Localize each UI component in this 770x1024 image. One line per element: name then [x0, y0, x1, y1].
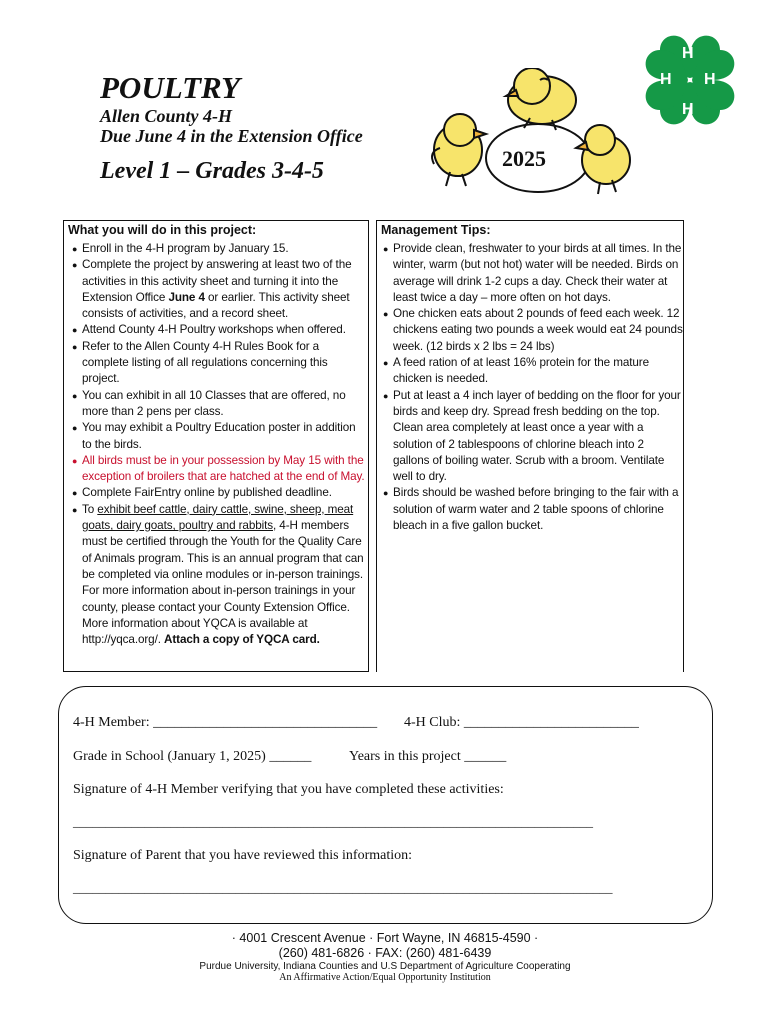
svg-text:H: H	[704, 71, 716, 88]
footer-eeo: An Affirmative Action/Equal Opportunity Institution	[279, 972, 491, 983]
member-field[interactable]: 4-H Member: ________________________________	[73, 715, 378, 730]
chicks-illustration	[420, 68, 638, 196]
svg-text:H: H	[682, 101, 694, 118]
activities-list	[64, 241, 368, 648]
level-heading: Level 1 – Grades 3-4-5	[100, 158, 324, 184]
year-label: 2025	[502, 146, 546, 171]
list-item: ● To exhibit beef cattle, dairy cattle, swine, sheep, meat goats, dairy goats, poultry and rabbits, 4-H members must be certified through the Youth for the Quality Care of Animals program. This is an annual program that can be completed via online modules or in-person trainings. For more information about in-person trainings in your county, please contact your County Extension Office. More information about YQCA is available at http://yqca.org/. Attach a copy of YQCA card.	[72, 502, 368, 649]
footer-address: · 4001 Crescent Avenue · Fort Wayne, IN 46815-4590 ·	[231, 931, 539, 945]
management-tips-heading: Management Tips:	[381, 223, 491, 237]
years-field[interactable]: Years in this project ______	[349, 749, 507, 764]
member-signature-label: Signature of 4-H Member verifying that you have completed these activities:	[73, 782, 504, 797]
page-title: POULTRY	[100, 70, 241, 105]
activities-box	[63, 220, 369, 672]
due-date: Due June 4 in the Extension Office	[100, 126, 363, 146]
footer-phone: (260) 481-6826 · FAX: (260) 481-6439	[278, 946, 492, 960]
management-tips-box	[376, 220, 684, 672]
county-name: Allen County 4-H	[100, 106, 233, 126]
list-item: ● Birds should be washed before bringing to the fair with a solution of warm water and 2 table spoons of chlorine bleach in a five gallon bucket.	[383, 485, 683, 534]
footer-purdue: Purdue University, Indiana Counties and U.S Department of Agriculture Cooperating	[199, 961, 571, 972]
list-item: ● Put at least a 4 inch layer of bedding on the floor for your birds and keep dry. Spread fresh bedding on the top. Clean area completely at least once a year with a solution of 2 tablespoons of chlorine bleach into 2 gallons of boiling water. Scrub with a broom. Ventilate well to dry.	[383, 388, 683, 486]
list-item-alert: ● All birds must be in your possession by May 15 with the exception of broilers that are hatched at the end of May.	[72, 453, 368, 486]
club-field[interactable]: 4-H Club: _________________________	[404, 715, 639, 730]
grade-field[interactable]: Grade in School (January 1, 2025) ______	[73, 749, 312, 764]
list-item: ● Refer to the Allen County 4-H Rules Book for a complete listing of all regulations concerning this project.	[72, 339, 368, 388]
activities-heading: What you will do in this project:	[68, 223, 257, 237]
management-tips-list	[377, 241, 683, 534]
list-item: ● Provide clean, freshwater to your birds at all times. In the winter, warm (but not hot) water will be needed. Birds on average will drink 1-2 cups a day. Check their water at least twice a day – more often on hot days.	[383, 241, 683, 306]
list-item: ● Attend County 4-H Poultry workshops when offered.	[72, 322, 368, 338]
list-item: ● One chicken eats about 2 pounds of feed each week. 12 chickens eating two pounds a week would eat 24 pounds week. (12 birds x 2 lbs = 24 lbs)	[383, 306, 683, 355]
list-item: ● Complete FairEntry online by published deadline.	[72, 485, 368, 501]
list-item: ● You can exhibit in all 10 Classes that are offered, no more than 2 pens per class.	[72, 388, 368, 421]
parent-signature-label: Signature of Parent that you have reviewed this information:	[73, 848, 413, 863]
svg-text:H: H	[682, 45, 694, 62]
svg-text:H: H	[660, 71, 672, 88]
4-h-clover-icon	[638, 28, 742, 132]
list-item: ● A feed ration of at least 16% protein for the mature chicken is needed.	[383, 355, 683, 388]
parent-signature-line[interactable]: ___________________________________________________________________________________	[73, 880, 613, 895]
list-item: ● Complete the project by answering at least two of the activities in this activity sheet and turning it into the Extension Office June 4 or earlier. This activity sheet consists of activities, and a record sheet.	[72, 257, 368, 322]
member-signature-line[interactable]: ________________________________________________________________________________	[73, 814, 593, 829]
list-item: ● You may exhibit a Poultry Education poster in addition to the birds.	[72, 420, 368, 453]
list-item: ● Enroll in the 4-H program by January 15.	[72, 241, 368, 257]
